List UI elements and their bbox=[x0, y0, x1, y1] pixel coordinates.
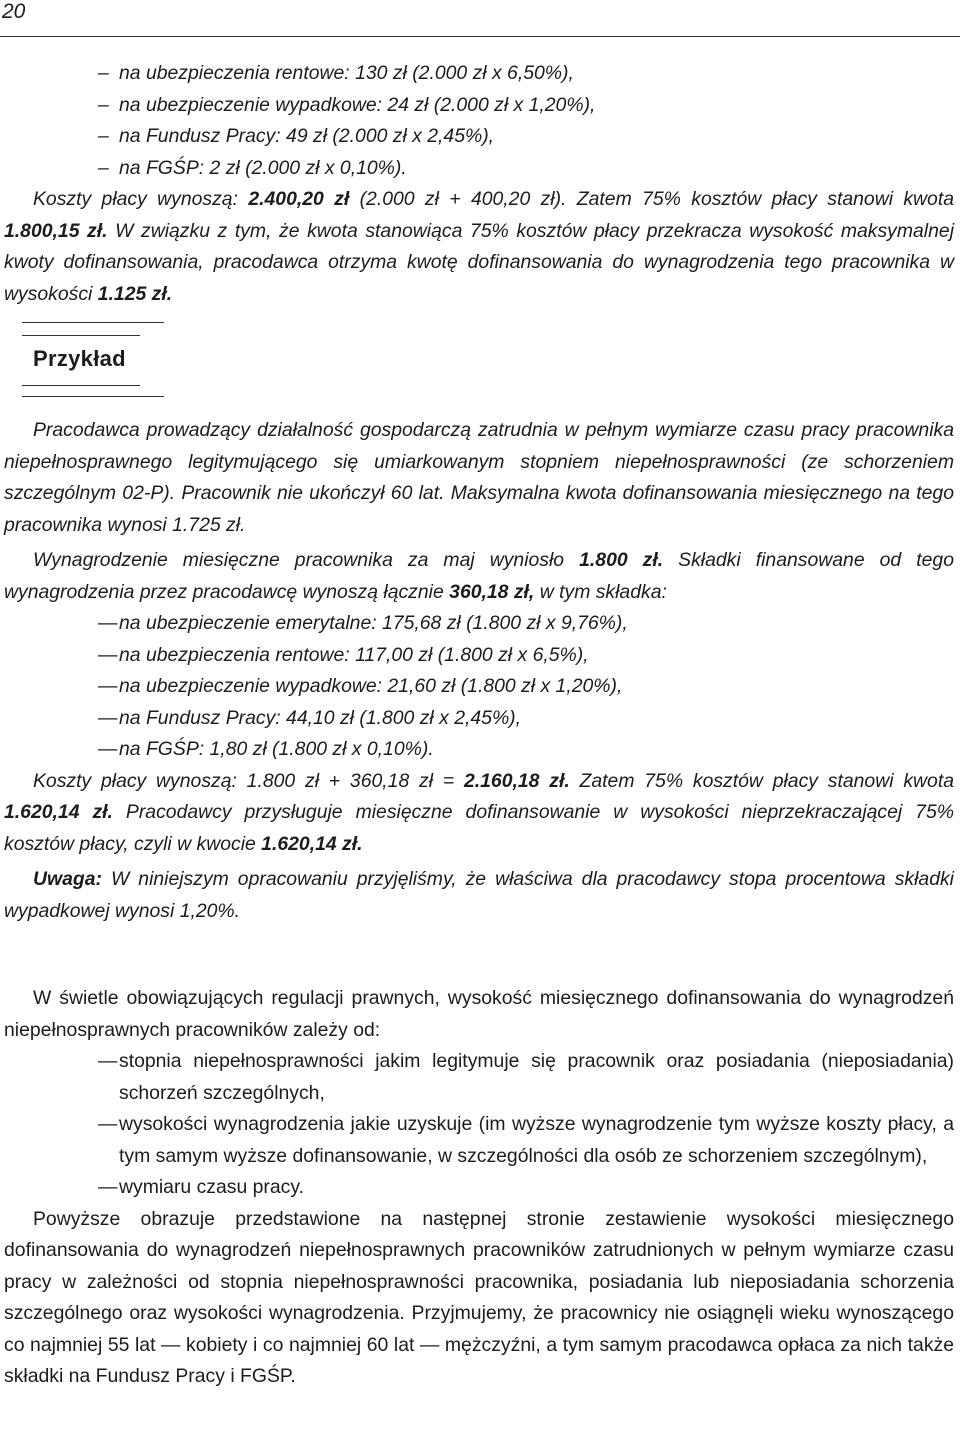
list-item: — na ubezpieczenia rentowe: 117,00 zł (1.800 zł x 6,5%), bbox=[4, 640, 954, 672]
example-contribution-list bbox=[4, 608, 954, 766]
list-item: — wysokości wynagrodzenia jakie uzyskuje (im wyższe wynagrodzenie tym wyższe koszty płacy, a tym samym wyższe dofinansowanie, w szczególności dla osób ze schorzeniem szczególnym), bbox=[4, 1109, 954, 1172]
example-rule-top bbox=[22, 322, 164, 323]
list-item: – na FGŚP: 2 zł (2.000 zł x 0,10%). bbox=[4, 153, 954, 185]
intro-contribution-list bbox=[4, 58, 954, 184]
list-item: — na FGŚP: 1,80 zł (1.800 zł x 0,10%). bbox=[4, 734, 954, 766]
example-paragraph-1: Pracodawca prowadzący działalność gospodarczą zatrudnia w pełnym wymiarze czasu pracy pracownika niepełnosprawnego legitymującego się umiarkowanym stopniem niepełnosprawności (ze schorzeniem szczególnym 02-P). Pracownik nie ukończył 60 lat. Maksymalna kwota dofinansowania miesięcznego na tego pracownika wynosi 1.725 zł. bbox=[4, 419, 954, 536]
list-item: – na Fundusz Pracy: 49 zł (2.000 zł x 2,45%), bbox=[4, 121, 954, 153]
list-item: — na ubezpieczenie emerytalne: 175,68 zł (1.800 zł x 9,76%), bbox=[4, 608, 954, 640]
example-rule-top-short bbox=[22, 335, 140, 336]
list-item: — stopnia niepełnosprawności jakim legitymuje się pracownik oraz posiadania (nieposiadania) schorzeń szczególnych, bbox=[4, 1046, 954, 1109]
list-item: — na Fundusz Pracy: 44,10 zł (1.800 zł x 2,45%), bbox=[4, 703, 954, 735]
page-content bbox=[4, 58, 954, 1393]
body-factor-list bbox=[4, 1046, 954, 1204]
example-paragraph-3: Koszty płacy wynoszą: 1.800 zł + 360,18 zł = 2.160,18 zł. Zatem 75% kosztów płacy stanowi kwota 1.620,14 zł. Pracodawcy przysługuje miesięczne dofinansowanie w wysokości nieprzekraczającej 75% kosztów płacy, czyli w kwocie 1.620,14 zł. bbox=[4, 769, 954, 855]
example-note: Uwaga: W niniejszym opracowaniu przyjęliśmy, że właściwa dla pracodawcy stopa procentowa składki wypadkowej wynosi 1,20%. bbox=[4, 868, 954, 922]
example-title: Przykład bbox=[33, 346, 126, 371]
intro-costs-paragraph: Koszty płacy wynoszą: 2.400,20 zł (2.000 zł + 400,20 zł). Zatem 75% kosztów płacy stanowi kwota 1.800,15 zł. W związku z tym, że kwota stanowiąca 75% kosztów płacy przekracza wysokość maksymalnej kwoty dofinansowania, pracodawca otrzyma kwotę dofinansowania do wynagrodzenia tego pracownika w wysokości 1.125 zł. bbox=[4, 188, 955, 305]
example-paragraph-2: Wynagrodzenie miesięczne pracownika za maj wyniosło 1.800 zł. Składki finansowane od tego wynagrodzenia przez pracodawcę wynoszą łącznie 360,18 zł, w tym składka: bbox=[4, 549, 954, 603]
list-item: — wymiaru czasu pracy. bbox=[4, 1172, 954, 1204]
list-item: – na ubezpieczenie wypadkowe: 24 zł (2.000 zł x 1,20%), bbox=[4, 90, 954, 122]
list-item: — na ubezpieczenie wypadkowe: 21,60 zł (1.800 zł x 1,20%), bbox=[4, 671, 954, 703]
body-paragraph-2: Powyższe obrazuje przedstawione na następnej stronie zestawienie wysokości miesięcznego dofinansowania do wynagrodzeń niepełnosprawnych pracowników zatrudnionych w pełnym wymiarze czasu pracy w zależności od stopnia niepełnosprawności pracownika, posiadania lub nieposiadania schorzenia szczególnego oraz wysokości wynagrodzenia. Przyjmujemy, że pracownicy nie osiągnęli wieku wynoszącego co najmniej 55 lat — kobiety i co najmniej 60 lat — mężczyźni, a tym samym pracodawca opłaca za nich także składki na Fundusz Pracy i FGŚP. bbox=[4, 1207, 954, 1387]
header-rule bbox=[0, 36, 960, 37]
body-paragraph-1: W świetle obowiązujących regulacji prawnych, wysokość miesięcznego dofinansowania do wynagrodzeń niepełnosprawnych pracowników zależy od: bbox=[4, 987, 954, 1041]
page-number: 20 bbox=[2, 0, 26, 23]
example-rule-bottom-short bbox=[22, 385, 140, 386]
list-item: – na ubezpieczenia rentowe: 130 zł (2.000 zł x 6,50%), bbox=[4, 58, 954, 90]
note-label: Uwaga: bbox=[33, 868, 102, 890]
